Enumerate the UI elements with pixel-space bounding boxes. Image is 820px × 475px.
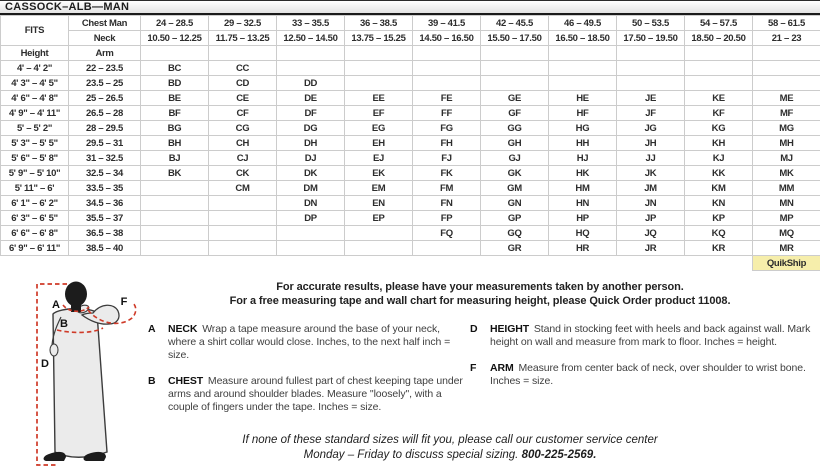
size-table-row <box>1 76 820 91</box>
header-spacer-cell <box>753 46 820 61</box>
instruction-keyword: CHEST <box>168 375 204 387</box>
size-code-cell: CD <box>209 76 277 91</box>
size-code-cell: GP <box>481 211 549 226</box>
size-unavailable-cell <box>209 226 277 241</box>
size-code-cell: DJ <box>277 151 345 166</box>
height-range-cell: 5' 3" – 5' 5" <box>1 136 69 151</box>
instruction-text <box>168 375 466 414</box>
neck-range-cell: 13.75 – 15.25 <box>345 31 413 46</box>
special-sizing-note <box>80 433 820 463</box>
size-unavailable-cell <box>413 76 481 91</box>
neck-range-cell: 21 – 23 <box>753 31 820 46</box>
size-code-cell: BC <box>141 61 209 76</box>
size-unavailable-cell <box>617 76 685 91</box>
height-range-cell: 6' 3" – 6' 5" <box>1 211 69 226</box>
size-code-cell: DP <box>277 211 345 226</box>
special-sizing-line1: If none of these standard sizes will fit you, please call our customer service center <box>242 434 658 446</box>
size-code-cell: FG <box>413 121 481 136</box>
size-code-cell: EN <box>345 196 413 211</box>
chest-man-label: Chest Man <box>69 16 141 31</box>
arm-range-cell: 25 – 26.5 <box>69 91 141 106</box>
height-range-cell: 4' 3" – 4' 5" <box>1 76 69 91</box>
size-code-cell: JE <box>617 91 685 106</box>
size-table-row <box>1 151 820 166</box>
size-code-cell: GG <box>481 121 549 136</box>
size-code-cell: FP <box>413 211 481 226</box>
size-code-cell: JQ <box>617 226 685 241</box>
measurement-note-line1: For accurate results, please have your measurements taken by another person. <box>276 281 684 293</box>
size-code-cell: HJ <box>549 151 617 166</box>
size-code-cell: EM <box>345 181 413 196</box>
chest-range-cell: 54 – 57.5 <box>685 16 753 31</box>
header-spacer-cell <box>141 46 209 61</box>
neck-label: Neck <box>69 31 141 46</box>
chest-range-cell: 24 – 28.5 <box>141 16 209 31</box>
chest-range-cell: 50 – 53.5 <box>617 16 685 31</box>
neck-range-cell: 11.75 – 13.25 <box>209 31 277 46</box>
instruction-height <box>470 323 818 349</box>
size-table-row <box>1 136 820 151</box>
height-range-cell: 4' 6" – 4' 8" <box>1 91 69 106</box>
height-range-cell: 6' 1" – 6' 2" <box>1 196 69 211</box>
size-unavailable-cell <box>481 61 549 76</box>
arm-range-cell: 34.5 – 36 <box>69 196 141 211</box>
chest-header-row <box>1 16 820 31</box>
height-range-cell: 5' – 5' 2" <box>1 121 69 136</box>
size-code-cell: DH <box>277 136 345 151</box>
neck-range-cell: 16.50 – 18.50 <box>549 31 617 46</box>
size-code-cell: MM <box>753 181 820 196</box>
arm-range-cell: 31 – 32.5 <box>69 151 141 166</box>
header-spacer-cell <box>277 46 345 61</box>
size-code-cell: HH <box>549 136 617 151</box>
size-unavailable-cell <box>549 76 617 91</box>
size-code-cell: KK <box>685 166 753 181</box>
size-code-cell: GF <box>481 106 549 121</box>
instruction-body: Measure from center back of neck, over shoulder to wrist bone. Inches = size. <box>490 362 806 387</box>
height-arm-header-row <box>1 46 820 61</box>
height-range-cell: 5' 11" – 6' <box>1 181 69 196</box>
size-code-cell: CJ <box>209 151 277 166</box>
header-spacer-cell <box>685 46 753 61</box>
size-code-cell: JR <box>617 241 685 256</box>
size-code-cell: GH <box>481 136 549 151</box>
header-spacer-cell <box>209 46 277 61</box>
size-code-cell: CF <box>209 106 277 121</box>
size-code-cell: HE <box>549 91 617 106</box>
size-code-cell: ME <box>753 91 820 106</box>
height-range-cell: 6' 9" – 6' 11" <box>1 241 69 256</box>
size-unavailable-cell <box>141 211 209 226</box>
arm-range-cell: 28 – 29.5 <box>69 121 141 136</box>
neck-header-row <box>1 31 820 46</box>
size-code-cell: MH <box>753 136 820 151</box>
size-code-cell: KM <box>685 181 753 196</box>
instruction-text <box>490 362 818 388</box>
size-unavailable-cell <box>141 181 209 196</box>
neck-range-cell: 18.50 – 20.50 <box>685 31 753 46</box>
quikship-badge: QuikShip <box>753 256 820 271</box>
size-code-cell: EG <box>345 121 413 136</box>
size-code-cell: CK <box>209 166 277 181</box>
size-unavailable-cell <box>209 211 277 226</box>
instruction-neck <box>148 323 466 362</box>
size-code-cell: HP <box>549 211 617 226</box>
height-range-cell: 4' – 4' 2" <box>1 61 69 76</box>
instructions-left-column <box>148 323 466 427</box>
size-code-cell: KJ <box>685 151 753 166</box>
size-code-cell: FN <box>413 196 481 211</box>
size-code-cell: FH <box>413 136 481 151</box>
size-code-cell: HF <box>549 106 617 121</box>
size-code-cell: HN <box>549 196 617 211</box>
size-unavailable-cell <box>481 76 549 91</box>
arm-range-cell: 38.5 – 40 <box>69 241 141 256</box>
size-unavailable-cell <box>277 61 345 76</box>
size-code-cell: BD <box>141 76 209 91</box>
instruction-letter: A <box>148 323 156 335</box>
size-code-cell: FK <box>413 166 481 181</box>
size-table <box>0 15 820 271</box>
size-table-row <box>1 61 820 76</box>
size-table-row <box>1 106 820 121</box>
instructions-right-column <box>470 323 818 401</box>
size-code-cell: EK <box>345 166 413 181</box>
chest-range-cell: 29 – 32.5 <box>209 16 277 31</box>
left-shoe <box>44 452 66 461</box>
size-unavailable-cell <box>685 76 753 91</box>
size-code-cell: DG <box>277 121 345 136</box>
size-code-cell: EH <box>345 136 413 151</box>
size-table-row <box>1 241 820 256</box>
size-unavailable-cell <box>685 61 753 76</box>
left-hand <box>50 344 58 356</box>
measurement-note-line2: For a free measuring tape and wall chart for measuring height, please Quick Order product 11008. <box>229 294 731 307</box>
size-table-row <box>1 91 820 106</box>
size-code-cell: CG <box>209 121 277 136</box>
size-unavailable-cell <box>277 241 345 256</box>
size-table-row <box>1 166 820 181</box>
size-unavailable-cell <box>413 241 481 256</box>
special-sizing-text: Monday – Friday to discuss special sizing. <box>303 449 522 461</box>
size-code-cell: BG <box>141 121 209 136</box>
size-code-cell: FE <box>413 91 481 106</box>
arm-range-cell: 33.5 – 35 <box>69 181 141 196</box>
size-code-cell: GK <box>481 166 549 181</box>
size-code-cell: KE <box>685 91 753 106</box>
arm-range-cell: 36.5 – 38 <box>69 226 141 241</box>
chest-range-cell: 58 – 61.5 <box>753 16 820 31</box>
chest-range-cell: 42 – 45.5 <box>481 16 549 31</box>
size-code-cell: MN <box>753 196 820 211</box>
instruction-text <box>168 323 466 362</box>
size-code-cell: CM <box>209 181 277 196</box>
size-code-cell: DN <box>277 196 345 211</box>
size-code-cell: HK <box>549 166 617 181</box>
neck-range-cell: 14.50 – 16.50 <box>413 31 481 46</box>
arm-range-cell: 26.5 – 28 <box>69 106 141 121</box>
size-code-cell: JK <box>617 166 685 181</box>
size-code-cell: CE <box>209 91 277 106</box>
instruction-letter: B <box>148 375 156 387</box>
size-code-cell: FM <box>413 181 481 196</box>
size-code-cell: JF <box>617 106 685 121</box>
height-label: Height <box>1 46 69 61</box>
size-code-cell: KH <box>685 136 753 151</box>
size-code-cell: EF <box>345 106 413 121</box>
height-range-cell: 6' 6" – 6' 8" <box>1 226 69 241</box>
instruction-arm <box>470 362 818 388</box>
arm-label: Arm <box>69 46 141 61</box>
size-code-cell: KG <box>685 121 753 136</box>
size-code-cell: MK <box>753 166 820 181</box>
size-code-cell: KN <box>685 196 753 211</box>
size-unavailable-cell <box>753 61 820 76</box>
size-code-cell: KF <box>685 106 753 121</box>
chest-range-cell: 46 – 49.5 <box>549 16 617 31</box>
arm-range-cell: 35.5 – 37 <box>69 211 141 226</box>
size-code-cell: JN <box>617 196 685 211</box>
size-code-cell: GR <box>481 241 549 256</box>
size-unavailable-cell <box>345 76 413 91</box>
size-code-cell: GQ <box>481 226 549 241</box>
figure-label-d: D <box>41 358 49 370</box>
size-code-cell: FJ <box>413 151 481 166</box>
size-code-cell: FQ <box>413 226 481 241</box>
chest-range-cell: 36 – 38.5 <box>345 16 413 31</box>
size-code-cell: DF <box>277 106 345 121</box>
instruction-text <box>490 323 818 349</box>
size-code-cell: DE <box>277 91 345 106</box>
figure-label-a: A <box>52 299 60 311</box>
size-unavailable-cell <box>617 61 685 76</box>
size-code-cell: JH <box>617 136 685 151</box>
instruction-letter: F <box>470 362 477 374</box>
height-range-cell: 5' 6" – 5' 8" <box>1 151 69 166</box>
size-table-row <box>1 181 820 196</box>
chest-range-cell: 33 – 35.5 <box>277 16 345 31</box>
instruction-keyword: ARM <box>490 362 514 374</box>
size-code-cell: JP <box>617 211 685 226</box>
size-code-cell: MQ <box>753 226 820 241</box>
size-code-cell: EP <box>345 211 413 226</box>
size-code-cell: CC <box>209 61 277 76</box>
size-code-cell: MF <box>753 106 820 121</box>
size-unavailable-cell <box>413 61 481 76</box>
height-range-cell: 5' 9" – 5' 10" <box>1 166 69 181</box>
size-code-cell: JJ <box>617 151 685 166</box>
measurement-note <box>140 281 820 308</box>
special-sizing-line2 <box>80 448 820 463</box>
size-table-row <box>1 211 820 226</box>
arm-range-cell: 32.5 – 34 <box>69 166 141 181</box>
arm-range-cell: 22 – 23.5 <box>69 61 141 76</box>
quikship-spacer <box>1 256 753 271</box>
header-spacer-cell <box>549 46 617 61</box>
size-unavailable-cell <box>209 196 277 211</box>
chest-range-cell: 39 – 41.5 <box>413 16 481 31</box>
size-table-row <box>1 196 820 211</box>
size-code-cell: EE <box>345 91 413 106</box>
size-code-cell: BE <box>141 91 209 106</box>
neck-range-cell: 15.50 – 17.50 <box>481 31 549 46</box>
size-code-cell: KP <box>685 211 753 226</box>
instruction-chest <box>148 375 466 414</box>
size-unavailable-cell <box>345 61 413 76</box>
size-code-cell: KR <box>685 241 753 256</box>
page-title: CASSOCK–ALB—MAN <box>0 0 820 15</box>
header-spacer-cell <box>345 46 413 61</box>
size-code-cell: BK <box>141 166 209 181</box>
size-code-cell: EJ <box>345 151 413 166</box>
size-code-cell: GN <box>481 196 549 211</box>
size-unavailable-cell <box>141 241 209 256</box>
size-code-cell: GE <box>481 91 549 106</box>
height-range-cell: 4' 9" – 4' 11" <box>1 106 69 121</box>
phone-number: 800-225-2569. <box>521 449 597 461</box>
size-code-cell: DK <box>277 166 345 181</box>
instruction-body: Measure around fullest part of chest keeping tape under arms and around shoulder blades. Measure "loosely", with a couple of fingers under the tape. Inches = size. <box>168 375 463 413</box>
quikship-row <box>1 256 820 271</box>
size-code-cell: MG <box>753 121 820 136</box>
size-code-cell: FF <box>413 106 481 121</box>
instruction-keyword: NECK <box>168 323 198 335</box>
arm-range-cell: 29.5 – 31 <box>69 136 141 151</box>
size-code-cell: HQ <box>549 226 617 241</box>
header-spacer-cell <box>481 46 549 61</box>
size-code-cell: GJ <box>481 151 549 166</box>
size-code-cell: JG <box>617 121 685 136</box>
size-table-row <box>1 226 820 241</box>
size-unavailable-cell <box>209 241 277 256</box>
size-code-cell: KQ <box>685 226 753 241</box>
instruction-body: Stand in stocking feet with heels and back against wall. Mark height on wall and measure from mark to floor. Inches = height. <box>490 323 811 348</box>
instruction-keyword: HEIGHT <box>490 323 530 335</box>
size-code-cell: BJ <box>141 151 209 166</box>
size-unavailable-cell <box>345 241 413 256</box>
instruction-letter: D <box>470 323 478 335</box>
size-unavailable-cell <box>277 226 345 241</box>
header-spacer-cell <box>617 46 685 61</box>
size-code-cell: HG <box>549 121 617 136</box>
instruction-body: Wrap a tape measure around the base of your neck, where a shirt collar would close. Inches, to the next half inch = size. <box>168 323 451 361</box>
size-code-cell: MJ <box>753 151 820 166</box>
arm-range-cell: 23.5 – 25 <box>69 76 141 91</box>
size-code-cell: HM <box>549 181 617 196</box>
neck-range-cell: 17.50 – 19.50 <box>617 31 685 46</box>
figure-label-f: F <box>120 296 128 308</box>
size-code-cell: DM <box>277 181 345 196</box>
size-code-cell: CH <box>209 136 277 151</box>
figure-label-b: B <box>60 318 68 330</box>
size-code-cell: MP <box>753 211 820 226</box>
size-code-cell: HR <box>549 241 617 256</box>
header-spacer-cell <box>413 46 481 61</box>
size-code-cell: GM <box>481 181 549 196</box>
head <box>65 282 87 307</box>
size-code-cell: MR <box>753 241 820 256</box>
size-code-cell: DD <box>277 76 345 91</box>
neck-range-cell: 10.50 – 12.25 <box>141 31 209 46</box>
size-code-cell: JM <box>617 181 685 196</box>
size-unavailable-cell <box>345 226 413 241</box>
neck-range-cell: 12.50 – 14.50 <box>277 31 345 46</box>
size-unavailable-cell <box>141 196 209 211</box>
size-unavailable-cell <box>141 226 209 241</box>
size-code-cell: BH <box>141 136 209 151</box>
fits-label: FITS <box>1 16 69 46</box>
size-unavailable-cell <box>753 76 820 91</box>
size-unavailable-cell <box>549 61 617 76</box>
size-table-row <box>1 121 820 136</box>
size-code-cell: BF <box>141 106 209 121</box>
